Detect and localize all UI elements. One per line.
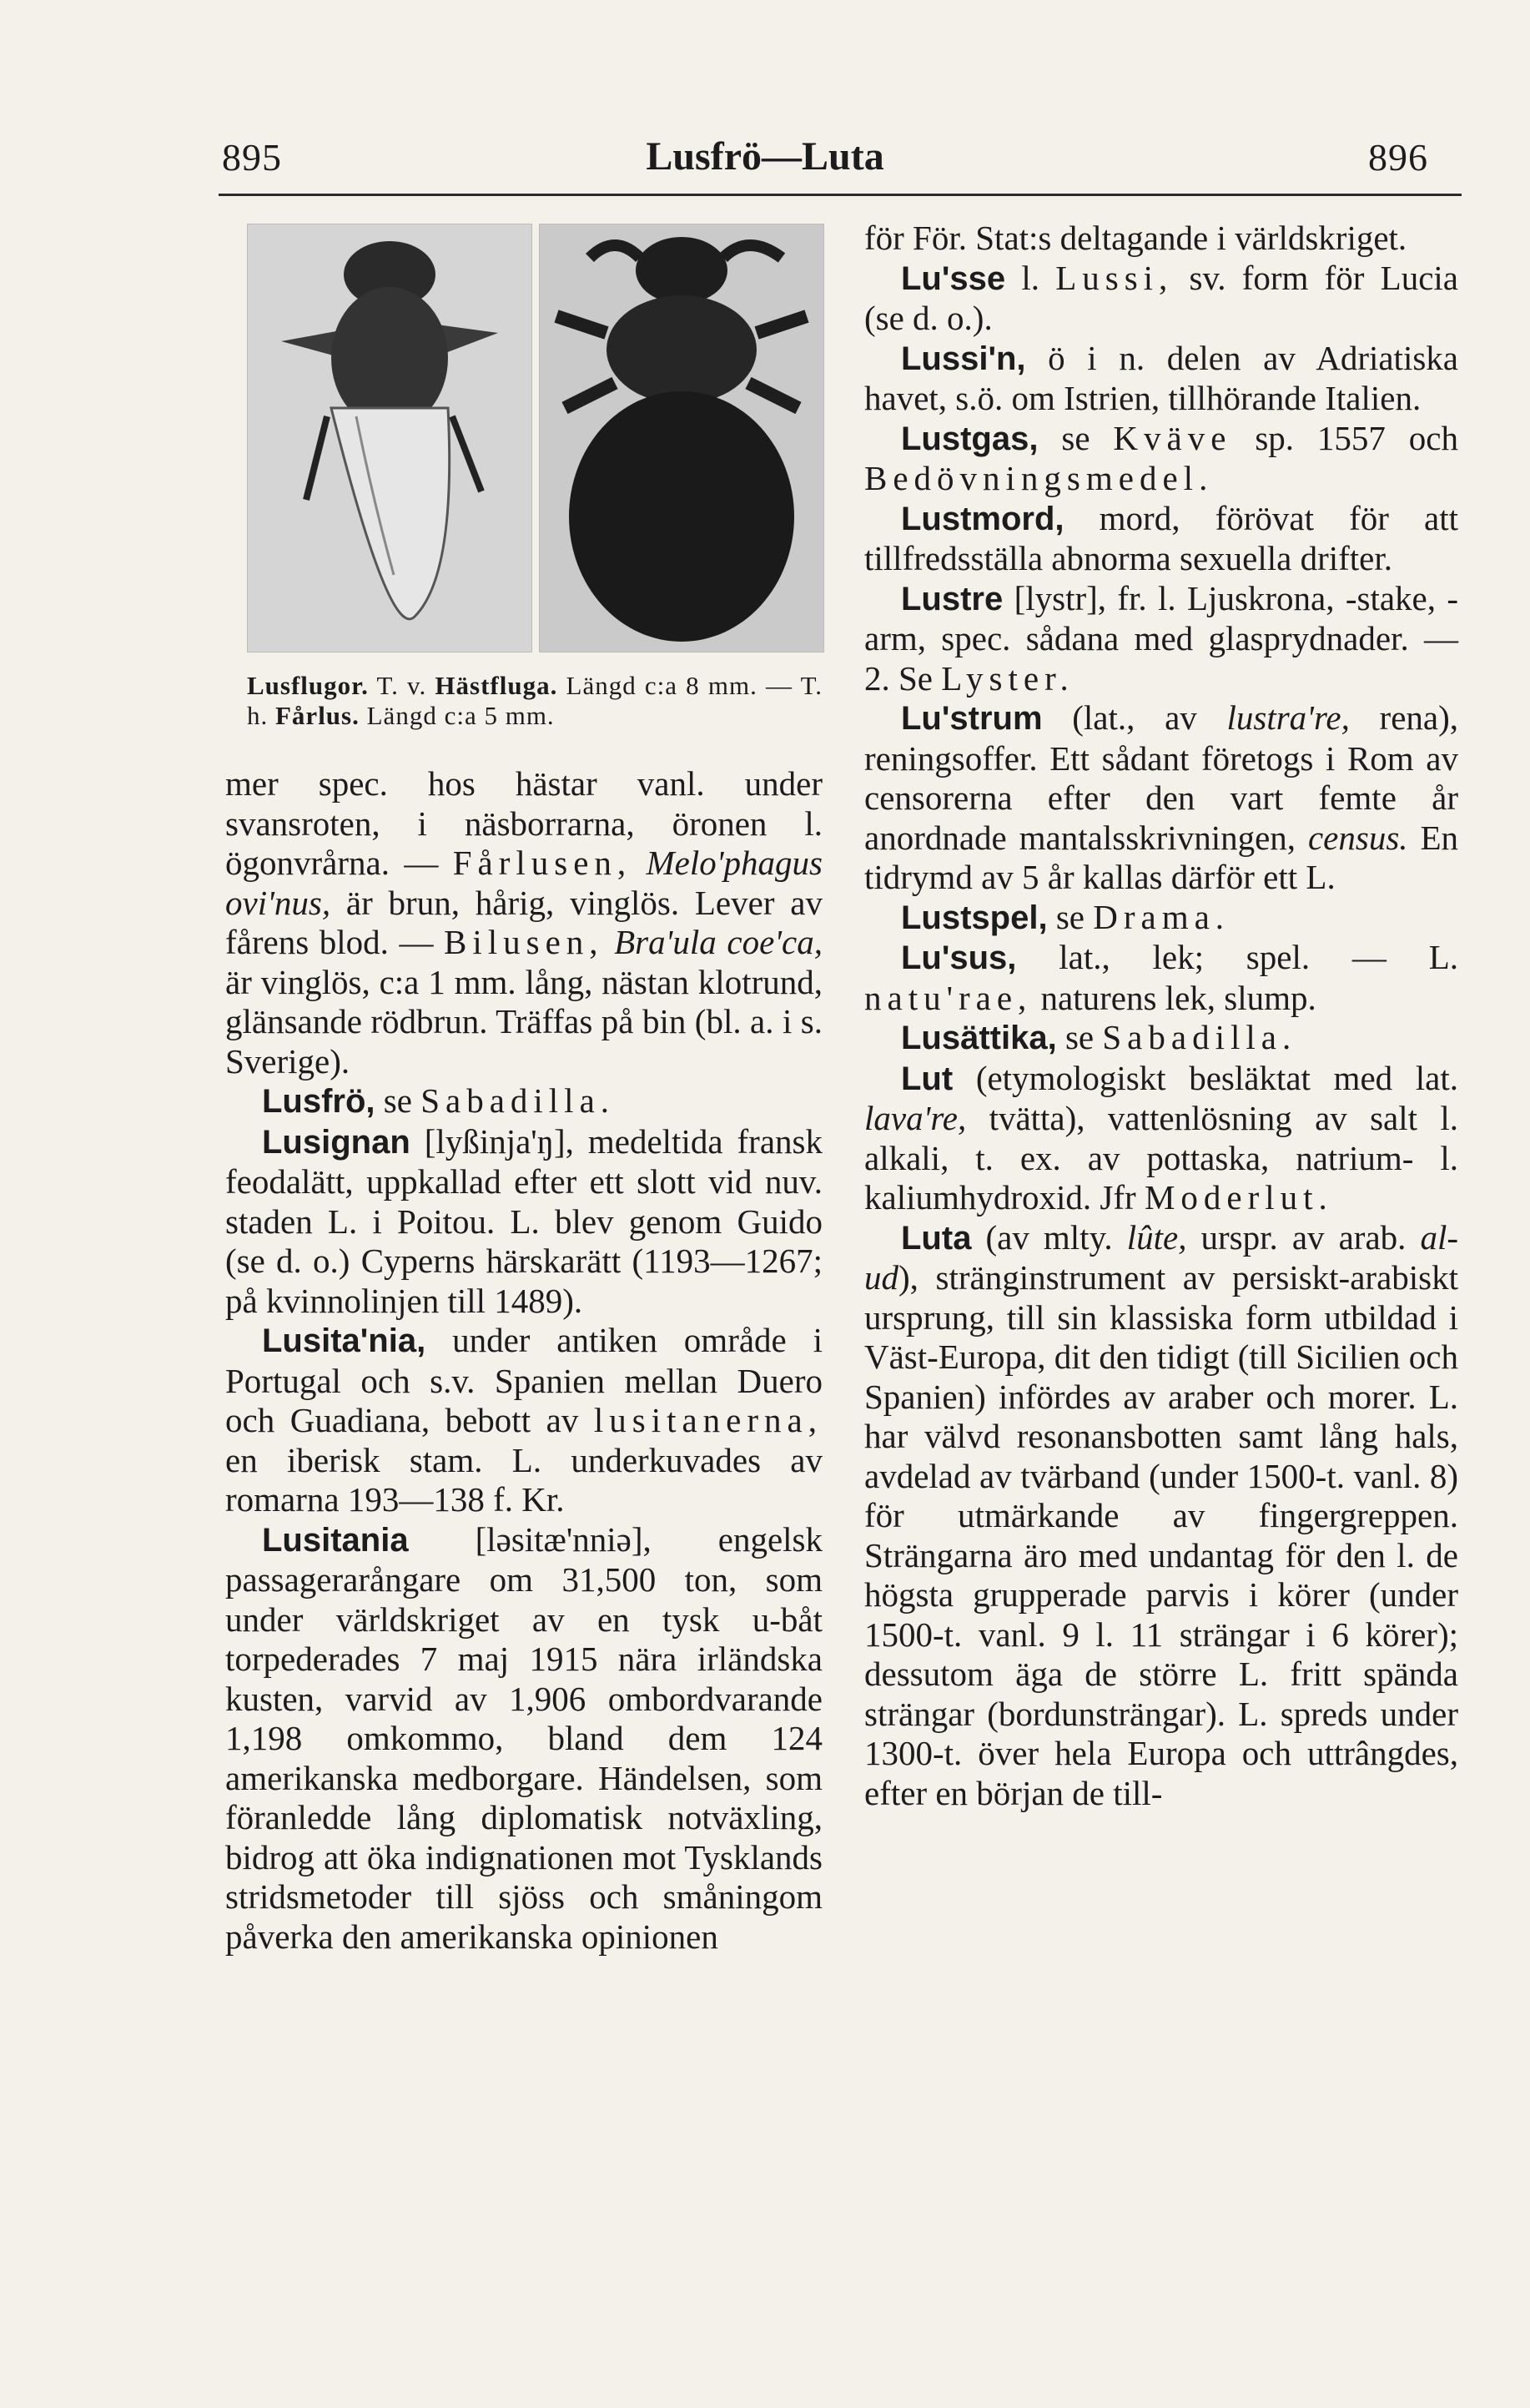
text-span: se xyxy=(1047,897,1094,936)
entry-lustre xyxy=(864,579,1458,699)
entry-lustmord xyxy=(864,499,1458,579)
entry-lusitania-ship xyxy=(225,1520,823,1957)
figure xyxy=(225,219,823,659)
spaced-term-lussi: Lussi, xyxy=(1055,258,1174,297)
left-column xyxy=(225,219,823,1957)
text-span: se xyxy=(1038,418,1114,457)
text-span xyxy=(604,923,615,961)
entry-lusattika xyxy=(864,1018,1458,1059)
header-rule xyxy=(219,194,1462,196)
entry-text: [lyßinja'ŋ], medeltida fransk feodalätt, uppkallad efter ett slott vid nuv. staden L. i Poitou. L. blev genom Guido (se d. o.) Cyperns härskarätt (1193—1267; på kvinnolinjen till 1489). xyxy=(225,1121,823,1320)
cross-reference: Lyster. xyxy=(941,658,1075,698)
text-span: se xyxy=(375,1081,421,1120)
text-span: ), stränginstrument av persiskt-arabiskt ursprung, till sin klassiska form utbildad i Väst-Europa, dit den tidigt (till Sicilien och Spanien) infördes av araber och morer. L. har välvd resonansbotten samt lång hals, avdelad av tvärband (under 1500-t. vanl. 8) för utmärkande av fingergreppen. Strängarna äro med undantag för den l. de högsta grupperade parvis i körer (under 1500-t. vanl. 9 l. 11 strängar i 6 körer); dessutom äga de större L. fritt spända strängar (bordunsträngar). L. spreds under 1300-t. över hela Europa och uttrângdes, efter en början de till- xyxy=(864,1258,1458,1812)
caption-bold-1: Lusflugor. xyxy=(247,671,369,700)
caption-text-3: Längd c:a 5 mm. xyxy=(359,701,555,730)
italic-term: lûte, xyxy=(1126,1217,1187,1257)
entry-lustspel xyxy=(864,898,1458,939)
italic-term: lustra're, xyxy=(1226,698,1350,737)
page-number-left: 895 xyxy=(222,136,282,179)
entry-lut xyxy=(864,1059,1458,1218)
spaced-term-lusitanerna: lusitanerna, xyxy=(593,1401,823,1439)
cross-reference: Drama. xyxy=(1093,897,1231,936)
text-span: urspr. av arab. xyxy=(1186,1217,1421,1257)
horse-fly-photo xyxy=(247,224,532,652)
text-span: (lat., av xyxy=(1042,698,1227,737)
right-column xyxy=(864,219,1458,1813)
headword-lusitania-region: Lusita'nia, xyxy=(262,1322,426,1359)
headword-lussin: Lussi'n, xyxy=(901,340,1026,377)
spaced-term: natu'rae, xyxy=(864,978,1033,1017)
entry-lusignan xyxy=(225,1122,823,1322)
cross-reference: Sabadilla. xyxy=(1102,1018,1297,1056)
sheep-ked-image xyxy=(540,224,823,652)
caption-bold-3: Fårlus. xyxy=(275,701,360,730)
headword-lustre: Lustre xyxy=(901,580,1004,617)
caption-bold-2: Hästfluga. xyxy=(435,671,558,700)
headword-lustgas: Lustgas, xyxy=(901,420,1039,457)
text-span: är brun, hårig, vinglös. Lever av fårens blod. — xyxy=(225,883,823,961)
spaced-term-bilusen: Bilusen, xyxy=(444,923,604,961)
headword-lusus: Lu'sus, xyxy=(901,940,1017,976)
text-span: l. xyxy=(1005,258,1056,297)
text-span: (etymologiskt besläktat med lat. xyxy=(953,1058,1458,1097)
text-span: sp. 1557 och xyxy=(1231,418,1459,457)
page-number-right: 896 xyxy=(1368,136,1428,179)
entry-lusfro xyxy=(225,1081,823,1122)
headword-lusse: Lu'sse xyxy=(901,259,1006,297)
horse-fly-image xyxy=(248,224,531,652)
paragraph-lusflugor-continued xyxy=(225,764,823,1081)
italic-term: al-ud xyxy=(864,1217,1458,1297)
text-span: under antiken område i Portugal och s.v. Spanien mellan Duero och Guadiana, bebott av xyxy=(225,1321,823,1439)
entry-lusse xyxy=(864,259,1458,339)
entry-lustgas xyxy=(864,419,1458,499)
italic-term-braula: Bra'ula coe'ca, xyxy=(614,923,823,961)
figure-caption xyxy=(247,671,823,731)
italic-term-melophagus: Melo'phagus ovi'nus, xyxy=(225,844,823,922)
headword-luta: Luta xyxy=(901,1219,972,1257)
entry-lusus xyxy=(864,938,1458,1018)
entry-luta xyxy=(864,1218,1458,1814)
text-span: tvätta), vattenlösning av salt l. alkali, t. ex. av pottaska, natrium- l. kaliumhydroxid. Jfr xyxy=(864,1099,1458,1217)
entry-text: ö i n. delen av Adriatiska havet, s.ö. om Istrien, tillhörande Italien. xyxy=(864,338,1458,417)
text-span: sv. form för Lucia (se d. o.). xyxy=(864,258,1458,337)
entry-lussin xyxy=(864,339,1458,419)
text-span: [lystr], fr. l. Ljuskrona, -stake, -arm, spec. sådana med glasprydnader. — 2. Se xyxy=(864,578,1458,698)
text-span: (av mlty. xyxy=(971,1217,1127,1257)
text-span xyxy=(632,844,646,882)
cross-reference: Moderlut. xyxy=(1144,1178,1333,1217)
spaced-term-farlusen: Fårlusen, xyxy=(452,844,632,882)
caption-text-2: Längd c:a 8 mm. — T. h. xyxy=(247,671,823,730)
italic-term: census. xyxy=(1307,818,1408,857)
cross-reference: Kväve xyxy=(1113,418,1232,457)
entry-lusitania-region xyxy=(225,1321,823,1520)
text-span: är vinglös, c:a 1 mm. lång, nästan klotrund, glänsande rödbrun. Träffas på bin (bl. a. i s. Sverige). xyxy=(225,962,823,1081)
cross-reference: Sabadilla. xyxy=(420,1081,616,1120)
headword-lusignan: Lusignan xyxy=(262,1123,410,1161)
text-span: rena), reningsoffer. Ett sådant företogs i Rom av censorerna efter den vart femte år anordnade mantalsskrivningen, xyxy=(864,698,1458,857)
entry-text: mord, förövat för att tillfredsställa abnorma sexuella drifter. xyxy=(864,498,1458,577)
headword-lut: Lut xyxy=(901,1060,954,1097)
headword-lustspel: Lustspel, xyxy=(901,899,1048,936)
text-span: en iberisk stam. L. underkuvades av romarna 193—138 f. Kr. xyxy=(225,1440,823,1519)
headword-lustmord: Lustmord, xyxy=(901,500,1064,537)
caption-text-1: T. v. xyxy=(368,671,435,700)
sheep-ked-photo xyxy=(539,224,824,652)
headword-lusfro: Lusfrö, xyxy=(262,1083,375,1120)
italic-term: lava're, xyxy=(864,1099,967,1137)
entry-lustrum xyxy=(864,698,1458,898)
text-span: naturens lek, slump. xyxy=(1032,978,1316,1017)
entry-text: [ləsitæ'nniə], engelsk passagerarångare om 31,500 ton, som under världskriget av en tysk u-båt torpederades 7 maj 1915 nära irländska kusten, varvid av 1,906 ombordvarande 1,198 omkommo, bland dem 124 amerikanska medborgare. Händelsen, som föranledde lång diplomatisk notväxling, bidrog att öka indignationen mot Tysklands stridsmetoder till sjöss och småningom påverka den amerikanska opinionen xyxy=(225,1519,823,1956)
headword-lusitania-ship: Lusitania xyxy=(262,1521,409,1559)
text-span: En tidrymd av 5 år kallas därför ett L. xyxy=(864,818,1458,896)
text-span: se xyxy=(1056,1018,1103,1056)
paragraph-continued: för För. Stat:s deltagande i världskriget. xyxy=(864,219,1407,257)
headword-lustrum: Lu'strum xyxy=(901,700,1043,737)
running-head: Lusfrö—Luta xyxy=(646,134,884,179)
text-span: mer spec. hos hästar vanl. under svansroten, i näsborrarna, öronen l. ögonvrårna. — xyxy=(225,764,823,882)
text-span: lat., lek; spel. — L. xyxy=(1016,938,1458,976)
headword-lusattika: Lusättika, xyxy=(901,1020,1057,1056)
cross-reference: Bedövningsmedel. xyxy=(864,459,1214,497)
